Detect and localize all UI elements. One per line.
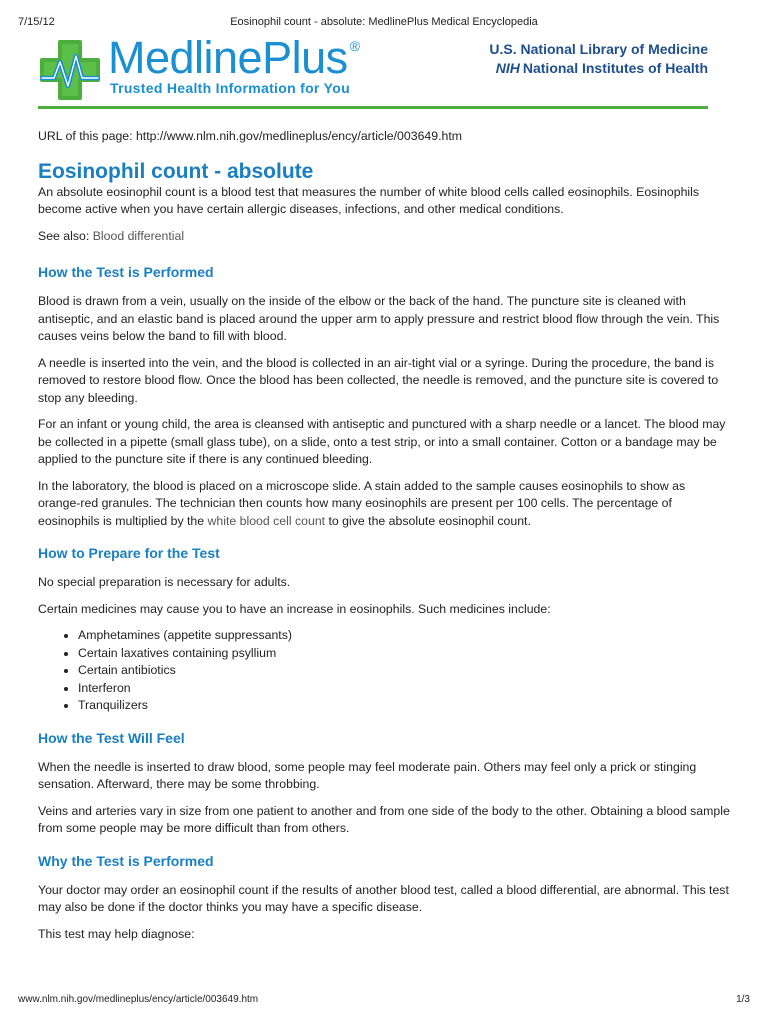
text-span: to give the absolute eosinophil count. [325, 513, 531, 528]
list-item: • Certain antibiotics [78, 662, 730, 680]
section-how-performed [38, 263, 730, 530]
nih-line [489, 60, 708, 76]
nlm-line: U.S. National Library of Medicine [489, 41, 708, 57]
article [38, 128, 730, 957]
print-header [18, 16, 750, 30]
paragraph: When the needle is inserted to draw blood, some people may feel moderate pain. Others may feel only a prick or stinging sensation. Afterward, there may be some throbbing. [38, 759, 697, 791]
see-also [38, 228, 730, 246]
paragraph: Blood is drawn from a vein, usually on the inside of the elbow or the back of the hand. The puncture site is cleaned with antiseptic, and an elastic band is placed around the upper arm to apply pressure and restrict blood flow through the vein. This causes veins below the band to fill with blood. [38, 294, 720, 343]
nih-name: National Institutes of Health [522, 60, 708, 76]
paragraph [38, 478, 730, 531]
list-item: • Tranquilizers [78, 697, 730, 715]
see-also-label: See also: [38, 228, 90, 243]
text-span: In the laboratory, the blood is placed on a microscope slide. A stain added to the sample causes eosinophils to show as orange-red granules. The technician then counts how many eosinophils are present per 100 cells. The percentage of eosinophils is multiplied by the [38, 478, 686, 528]
print-footer [18, 994, 750, 1008]
paragraph: Your doctor may order an eosinophil count if the results of another blood test, called a blood differential, are abnormal. This test may also be done if the doctor thinks you may have a specific disease. [38, 882, 729, 914]
heading-why-performed: Why the Test is Performed [38, 852, 214, 869]
paragraph: Veins and arteries vary in size from one patient to another and from one side of the body to the other. Obtaining a blood sample from some people may be more difficult than from others. [38, 803, 730, 835]
medicine-list [38, 627, 730, 715]
tagline: Trusted Health Information for You [110, 80, 350, 96]
medlineplus-logo-icon[interactable] [38, 38, 102, 102]
page-number: 1/3 [736, 994, 750, 1005]
header-divider [38, 106, 708, 109]
page-url: URL of this page: http://www.nlm.nih.gov/medlineplus/ency/article/003649.htm [38, 129, 463, 143]
paragraph: No special preparation is necessary for adults. [38, 575, 291, 589]
print-doc-title: Eosinophil count - absolute: MedlinePlus Medical Encyclopedia [230, 16, 538, 28]
nih-abbr: NIH [495, 60, 520, 76]
heading-how-prepare: How to Prepare for the Test [38, 545, 220, 561]
nlm-block[interactable] [489, 41, 708, 76]
page-title: Eosinophil count - absolute [38, 159, 314, 183]
heading-how-feel: How the Test Will Feel [38, 729, 185, 746]
paragraph: A needle is inserted into the vein, and the blood is collected in an air-tight vial or a syringe. During the procedure, the band is removed to restore blood flow. Once the blood has been collected, the needle is removed, and the puncture site is covered to stop any bleeding. [38, 355, 719, 405]
brand-name[interactable] [108, 32, 359, 84]
list-item: • Certain laxatives containing psyllium [78, 645, 730, 663]
footer-url: www.nlm.nih.gov/medlineplus/ency/article/003649.htm [18, 994, 259, 1005]
brand-text: MedlinePlus [108, 32, 348, 83]
white-blood-cell-count-link[interactable]: white blood cell count [207, 513, 326, 528]
list-item: • Interferon [78, 680, 730, 698]
blood-differential-link[interactable]: Blood differential [92, 228, 185, 243]
heading-how-performed: How the Test is Performed [38, 264, 214, 280]
section-why-performed [38, 852, 730, 944]
print-date: 7/15/12 [18, 16, 55, 28]
section-how-feel [38, 729, 730, 838]
paragraph: For an infant or young child, the area is cleansed with antiseptic and punctured with a sharp needle or a lancet. The blood may be collected in a pipette (small glass tube), on a slide, onto a test strip, or into a small container. Cotton or a bandage may be applied to the puncture site if there is any continued bleeding. [38, 417, 726, 466]
paragraph: This test may help diagnose: [38, 926, 195, 941]
list-item: • Amphetamines (appetite suppressants) [78, 627, 730, 645]
paragraph: Certain medicines may cause you to have an increase in eosinophils. Such medicines include: [38, 601, 551, 616]
section-how-prepare [38, 544, 730, 715]
registered-mark: ® [349, 38, 360, 54]
masthead [38, 32, 708, 108]
intro-paragraph: An absolute eosinophil count is a blood test that measures the number of white blood cells called eosinophils. Eosinophils become active when you have certain allergic diseases, infections, and other medical conditions. [38, 184, 700, 216]
